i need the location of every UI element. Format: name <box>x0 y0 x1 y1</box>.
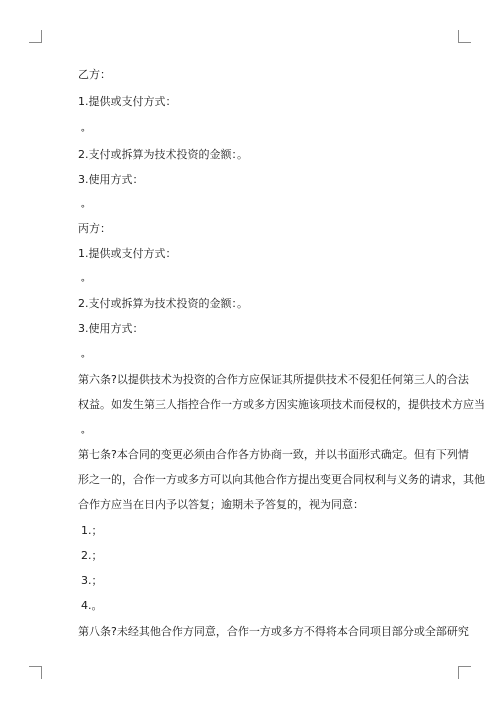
party-c-heading: 丙方： <box>78 222 111 235</box>
party-b-item-2: 2.支付或拆算为技术投资的金额：。 <box>78 148 248 161</box>
party-c-item-3: 3.使用方式： <box>78 322 144 335</box>
paragraph-mark: ∘ <box>80 352 86 362</box>
list-item-1: 1.； <box>81 524 103 537</box>
article-7-line-3: 合作方应当在日内予以答复；逾期未予答复的，视为同意： <box>78 498 364 511</box>
article-8-line-1: 第八条?未经其他合作方同意，合作一方或多方不得将本合同项目部分或全部研究 <box>78 625 469 638</box>
paragraph-mark: ∘ <box>80 126 86 136</box>
crop-mark-top-right <box>458 30 471 43</box>
article-6-line-2: 权益。如发生第三人指控合作一方或多方因实施该项技术而侵权的，提供技术方应当 <box>78 398 485 411</box>
party-b-item-3: 3.使用方式： <box>78 173 144 186</box>
party-c-item-2: 2.支付或拆算为技术投资的金额：。 <box>78 297 248 310</box>
crop-mark-bottom-left <box>29 666 42 679</box>
party-b-item-1: 1.提供或支付方式： <box>78 95 177 108</box>
party-c-item-1: 1.提供或支付方式： <box>78 247 177 260</box>
article-7-line-2: 形之一的，合作一方或多方可以向其他合作方提出变更合同权利与义务的请求，其他 <box>78 473 485 486</box>
party-b-heading: 乙方： <box>78 68 111 81</box>
article-6-line-1: 第六条?以提供技术为投资的合作方应保证其所提供技术不侵犯任何第三人的合法 <box>78 373 469 386</box>
list-item-4: 4.。 <box>81 599 103 612</box>
article-7-line-1: 第七条?本合同的变更必须由合作各方协商一致，并以书面形式确定。但有下列情 <box>78 448 469 461</box>
crop-mark-bottom-right <box>458 666 471 679</box>
paragraph-mark: ∘ <box>80 428 86 438</box>
paragraph-mark: ∘ <box>80 202 86 212</box>
crop-mark-top-left <box>29 30 42 43</box>
paragraph-mark: ∘ <box>80 276 86 286</box>
list-item-3: 3.； <box>81 574 103 587</box>
list-item-2: 2.； <box>81 549 103 562</box>
